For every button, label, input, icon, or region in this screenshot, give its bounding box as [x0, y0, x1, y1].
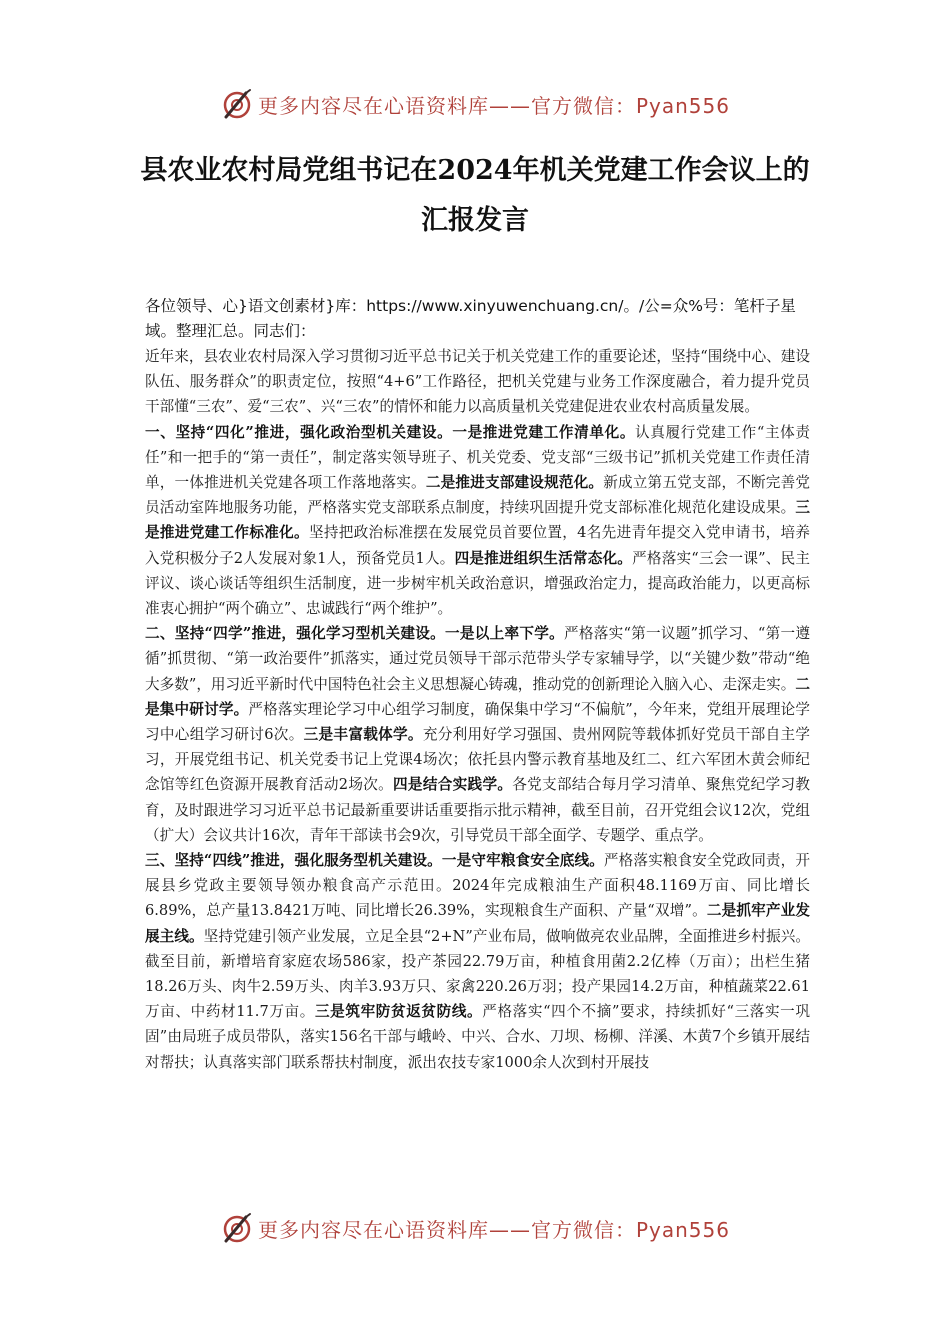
greeting: 各位领导、心}语文创素材}库：https://www.xinyuwenchuang.cn/。/公=众%号：笔杆子星域。整理汇总。同志们：	[145, 297, 796, 340]
watermark-text: 更多内容尽在心语资料库——官方微信：Pyan556	[257, 1217, 730, 1242]
section-3	[145, 848, 810, 1075]
section-2-item-4-lead: 四是结合实践学。	[393, 776, 513, 794]
section-1-item-2-lead: 二是推进支部建设规范化。	[425, 474, 604, 492]
section-2-item-2-lead: 二是集中研讨学。	[145, 675, 810, 718]
section-1-item-4-text: 严格落实“三会一课”、民主评议、谈心谈话等组织生活制度，进一步树牢机关政治意识，增强政治定力，提高政治能力，以更高标准衷心拥护“两个确立”、忠诚践行“两个维护”。	[145, 549, 810, 618]
section-3-item-2-lead: 二是抓牢产业发展主线。	[145, 902, 810, 945]
section-2	[145, 621, 810, 848]
section-3-item-2-text: 坚持党建引领产业发展，立足全县“2+N”产业布局，做响做亮农业品牌，全面推进乡村振兴。截至目前，新增培育家庭农场586家，投产茶园22.79万亩，种植食用菌2.2亿棒（万亩）；出栏生猪18.26万头、肉牛2.59万头、肉羊3.93万只、家禽220.26万羽；投产果园14.2万亩，种植蔬菜22.61万亩、中药材11.7万亩。	[145, 927, 810, 1021]
intro-paragraph: 近年来，县农业农村局深入学习贯彻习近平总书记关于机关党建工作的重要论述，坚持“围绕中心、建设队伍、服务群众”的职责定位，按照“4+6”工作路径，把机关党建与业务工作深度融合，着力提升党员干部懂“三农”、爱“三农”、兴“三农”的情怀和能力以高质量机关党建促进农业农村高质量发展。	[145, 348, 810, 416]
section-2-item-3-lead: 三是丰富载体学。	[303, 726, 423, 744]
section-3-item-3-lead: 三是筑牢防贫返贫防线。	[314, 1003, 483, 1021]
section-2-item-4-text: 各党支部结合每月学习清单、聚焦党纪学习教育，及时跟进学习习近平总书记最新重要讲话重要指示批示精神，截至目前，召开党组会议12次，党组（扩大）会议共计16次，青年干部读书会9次，引导党员干部全面学、专题学、重点学。	[145, 776, 810, 844]
section-1	[145, 420, 810, 622]
section-3-item-3-text: 严格落实“四个不摘”要求，持续抓好“三落实一巩固”由局班子成员带队，落实156名干部与峨岭、中兴、合水、刀坝、杨柳、洋溪、木黄7个乡镇开展结对帮扶；认真落实部门联系帮扶村制度，派出农技专家1000余人次到村开展技	[145, 1003, 810, 1071]
section-3-item-1-lead: 一是守牢粮食安全底线。	[441, 852, 604, 870]
section-3-heading: 三、坚持“四线”推进，强化服务型机关建设。	[145, 852, 442, 870]
section-1-item-1-text: 认真履行党建工作“主体责任”和一把手的“第一责任”，制定落实领导班子、机关党委、党支部“三级书记”抓机关党建工作责任清单，一体推进机关党建各项工作落地落实。	[145, 423, 810, 492]
section-3-item-1-text: 严格落实粮食安全党政同责，开展县乡党政主要领导领办粮食高产示范田。2024年完成粮油生产面积48.1169万亩、同比增长6.89%，总产量13.8421万吨、同比增长26.39%，实现粮食生产面积、产量“双增”。	[145, 852, 810, 920]
document-title: 县农业农村局党组书记在2024年机关党建工作会议上的汇报发言	[140, 155, 810, 236]
footer-watermark-banner	[0, 1208, 950, 1248]
watermark-text: 更多内容尽在心语资料库——官方微信：Pyan556	[257, 93, 730, 118]
header-watermark-banner	[0, 84, 950, 124]
section-1-item-3-lead: 三是推进党建工作标准化。	[145, 499, 810, 542]
brush-logo-icon	[220, 1211, 254, 1245]
section-1-item-3-text: 坚持把政治标准摆在发展党员首要位置，4名先进青年提交入党申请书，培养入党积极分子2人发展对象1人，预备党员1人。	[145, 524, 810, 567]
section-1-item-2-text: 新成立第五党支部，不断完善党员活动室阵地服务功能，严格落实党支部联系点制度，持续巩固提升党支部标准化规范化建设成果。	[145, 474, 810, 517]
section-2-item-1-lead: 一是以上率下学。	[444, 625, 564, 643]
section-2-item-2-text: 严格落实理论学习中心组学习制度，确保集中学习“不偏航”，今年来，党组开展理论学习中心组学习研讨6次。	[145, 700, 810, 744]
section-1-heading: 一、坚持“四化”推进，强化政治型机关建设。	[145, 423, 453, 441]
section-1-item-4-lead: 四是推进组织生活常态化。	[454, 549, 633, 567]
document-body	[145, 294, 810, 1075]
section-2-item-1-text: 严格落实“第一议题”抓学习、“第一遵循”抓贯彻、“第一政治要件”抓落实，通过党员领导干部示范带头学专家辅导学，以“关键少数”带动“绝大多数”，用习近平新时代中国特色社会主义思想凝心铸魂，推动党的创新理论入脑入心、走深走实。	[145, 625, 810, 693]
brush-logo-icon	[220, 87, 254, 121]
section-1-item-1-lead: 一是推进党建工作清单化。	[452, 423, 636, 441]
section-2-heading: 二、坚持“四学”推进，强化学习型机关建设。	[145, 625, 445, 643]
section-2-item-3-text: 充分利用好学习强国、贵州网院等载体抓好党员干部自主学习，开展党组书记、机关党委书记上党课4场次；依托县内警示教育基地及红二、红六军团木黄会师纪念馆等红色资源开展教育活动2场次。	[145, 726, 810, 794]
